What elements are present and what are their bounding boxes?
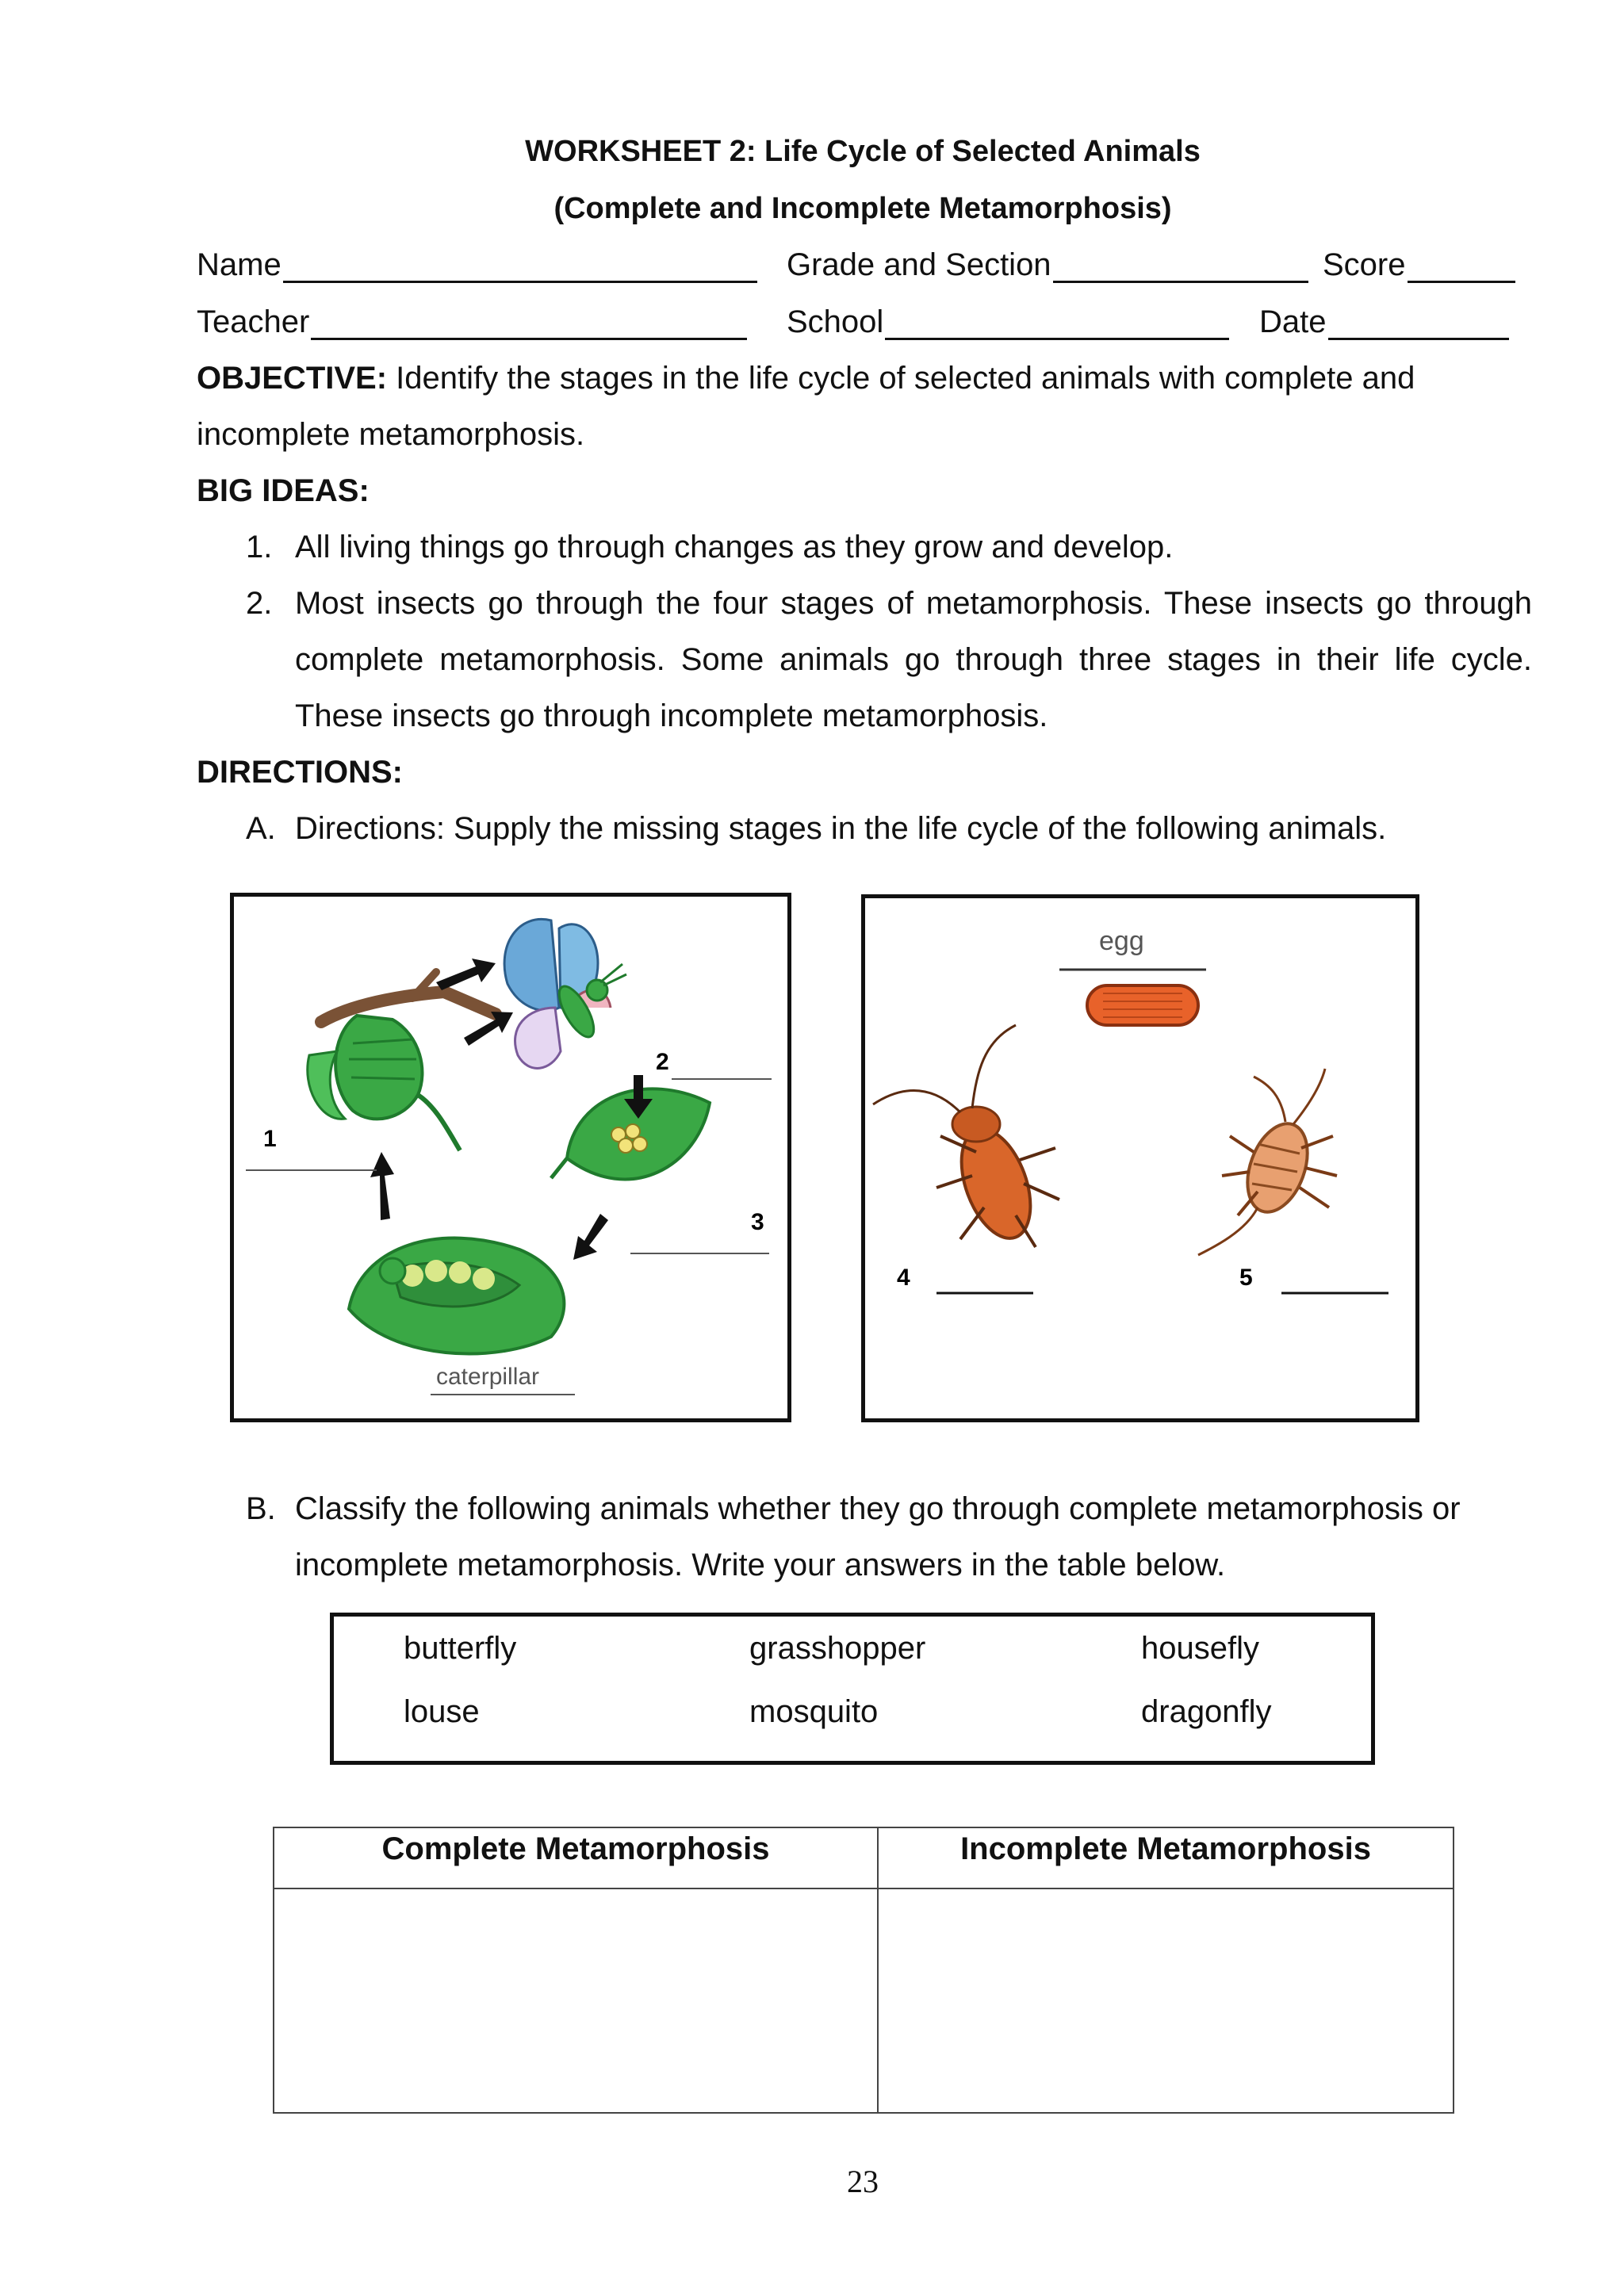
teacher-field[interactable] [197,304,747,340]
big-idea-item [246,576,1546,744]
big-idea-text: Most insects go through the four stages of metamorphosis. These insects go through complete metamorphosis. Some animals go through three stages in their life cycle. These insects go through incomplete metamorphosis. [295,586,1532,733]
school-field[interactable] [787,304,1229,340]
grade-section-blank[interactable] [1053,252,1308,283]
animal-word-box [330,1613,1375,1765]
page-number: 23 [847,2164,879,2199]
animal-word: butterfly [404,1631,517,1666]
score-blank[interactable] [1408,252,1515,283]
school-blank[interactable] [885,309,1229,340]
label-2: 2 [656,1049,669,1075]
objective [197,350,1545,463]
worksheet-title: WORKSHEET 2: Life Cycle of Selected Animals [525,135,1201,168]
grade-section-field[interactable] [787,247,1308,283]
egg-label: egg [1099,926,1144,956]
teacher-blank[interactable] [311,309,747,340]
big-idea-number: 1. [246,530,273,564]
direction-b [246,1481,1546,1594]
animal-word: louse [404,1694,480,1729]
name-field[interactable] [197,247,757,283]
label-5: 5 [1239,1265,1253,1291]
date-blank[interactable] [1328,309,1509,340]
big-idea-number: 2. [246,586,273,621]
complete-metamorphosis-header: Complete Metamorphosis [274,1827,878,1888]
big-idea-item [246,519,1546,576]
date-field[interactable] [1259,304,1509,340]
incomplete-answer-cell[interactable] [878,1888,1454,2113]
direction-text: Directions: Supply the missing stages in the life cycle of the following animals. [295,811,1387,846]
label-3: 3 [751,1209,764,1235]
chrysalis-shape [308,1016,460,1150]
direction-letter: B. [246,1491,276,1526]
direction-text: Classify the following animals whether they go through complete metamorphosis or incomplete metamorphosis. Write your answers in the table below. [295,1491,1461,1582]
label-1: 1 [263,1126,277,1152]
animal-word: grasshopper [749,1631,926,1666]
adult-cockroach-shape [873,1025,1059,1248]
score-field[interactable] [1323,247,1515,283]
arrow-icon [370,1152,394,1220]
school-label: School [787,304,884,339]
incomplete-metamorphosis-header: Incomplete Metamorphosis [878,1827,1454,1888]
classification-table [273,1827,1454,2114]
objective-text: Identify the stages in the life cycle of selected animals with complete and incomplete metamorphosis. [197,361,1415,452]
cockroach-life-cycle-figure [861,894,1419,1422]
egg-case-shape [1087,985,1198,1025]
animal-word: housefly [1141,1631,1259,1666]
teacher-label: Teacher [197,304,310,339]
cockroach-cycle-illustration [865,898,1415,1418]
complete-answer-cell[interactable] [274,1888,878,2113]
branch-shape [321,992,496,1022]
directions-heading: DIRECTIONS: [197,755,403,790]
direction-letter: A. [246,811,276,846]
worksheet-subtitle: (Complete and Incomplete Metamorphosis) [553,192,1172,225]
arrow-icon [436,959,496,990]
butterfly-life-cycle-figure [230,893,791,1422]
label-4: 4 [897,1265,910,1291]
name-blank[interactable] [283,252,757,283]
objective-label: OBJECTIVE: [197,361,388,396]
caterpillar-on-leaf-shape [349,1238,564,1354]
nymph-shape [1198,1069,1337,1255]
animal-word: mosquito [749,1694,879,1729]
direction-a [246,801,1546,857]
animal-word: dragonfly [1141,1694,1272,1729]
date-label: Date [1259,304,1327,339]
big-idea-text: All living things go through changes as they grow and develop. [295,530,1174,564]
score-label: Score [1323,247,1406,282]
name-label: Name [197,247,282,282]
butterfly-shape [504,919,626,1068]
butterfly-cycle-illustration [234,897,787,1418]
caterpillar-label: caterpillar [436,1364,540,1390]
arrow-icon [573,1214,608,1260]
big-ideas-heading: BIG IDEAS: [197,473,370,508]
grade-section-label: Grade and Section [787,247,1051,282]
